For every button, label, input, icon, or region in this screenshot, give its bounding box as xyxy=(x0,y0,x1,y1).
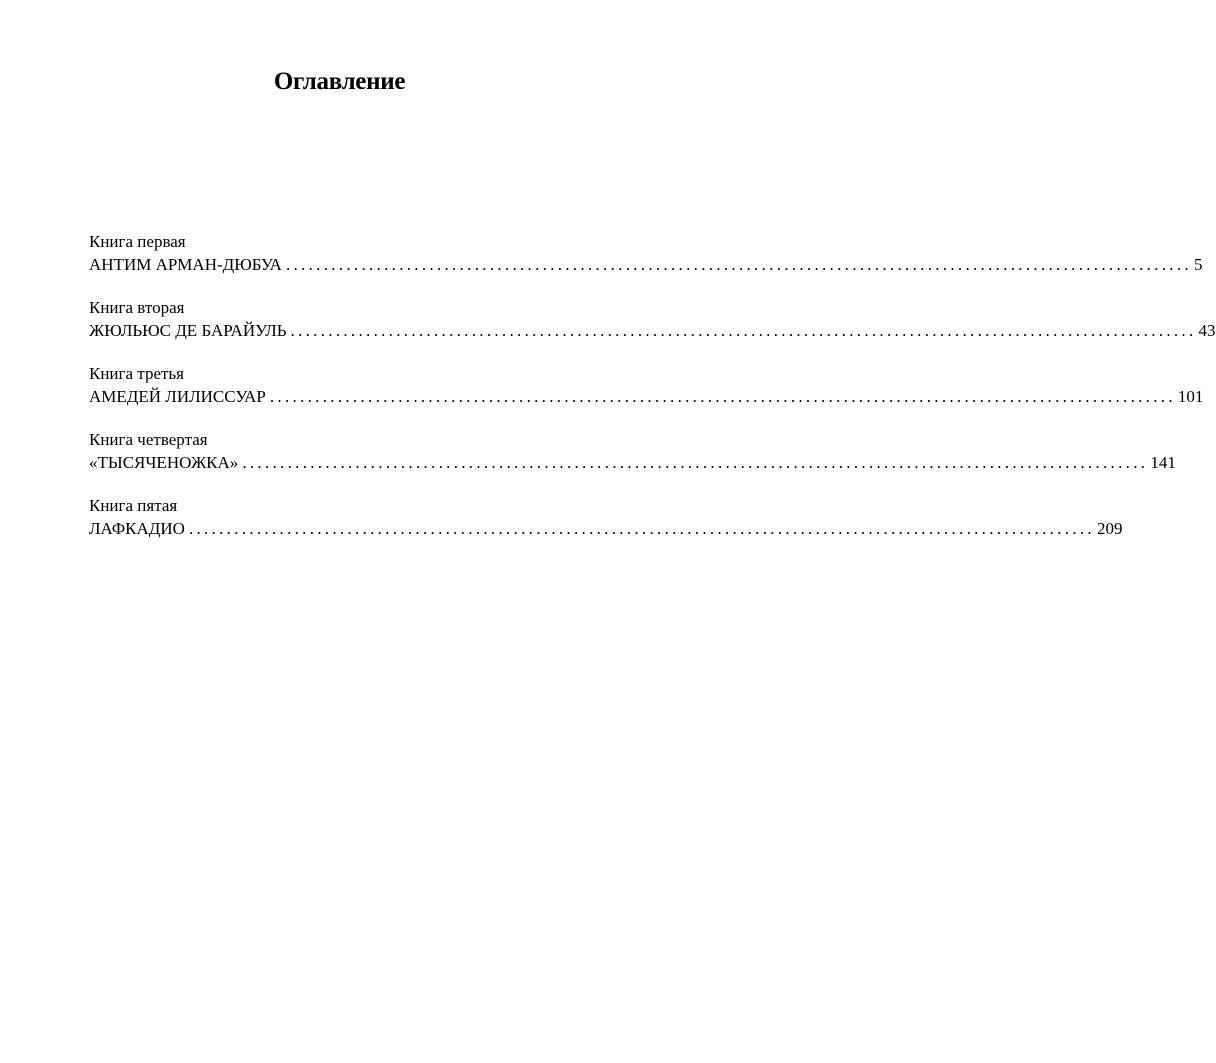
dot-leader: ........................................................................................................................ xyxy=(269,387,1176,406)
toc-line[interactable] xyxy=(89,385,1204,409)
table-of-contents xyxy=(89,230,1216,560)
book-label: Книга пятая xyxy=(89,496,178,515)
toc-entry-5 xyxy=(89,494,1123,541)
chapter-title: «ТЫСЯЧЕНОЖКА» xyxy=(89,453,239,472)
toc-entry-2 xyxy=(89,296,1216,343)
toc-line[interactable] xyxy=(89,517,1123,541)
book-label: Книга четвертая xyxy=(89,430,208,449)
book-label: Книга первая xyxy=(89,232,186,251)
page-title: Оглавление xyxy=(273,68,406,95)
toc-entry-4 xyxy=(89,428,1176,475)
chapter-title: ЖЮЛЬЮС ДЕ БАРАЙУЛЬ xyxy=(89,321,287,340)
toc-entry-1 xyxy=(89,230,1203,277)
toc-line[interactable] xyxy=(89,451,1176,475)
page-number: 141 xyxy=(1150,453,1176,472)
dot-leader: ........................................................................................................................ xyxy=(285,255,1192,274)
chapter-title: АМЕДЕЙ ЛИЛИССУАР xyxy=(89,387,266,406)
chapter-title: АНТИМ АРМАН-ДЮБУА xyxy=(89,255,282,274)
book-label: Книга третья xyxy=(89,364,184,383)
book-label: Книга вторая xyxy=(89,298,185,317)
page-number: 43 xyxy=(1198,321,1216,340)
dot-leader: ........................................................................................................................ xyxy=(290,321,1197,340)
chapter-title: ЛАФКАДИО xyxy=(89,519,185,538)
page-number: 209 xyxy=(1096,519,1123,538)
dot-leader: ........................................................................................................................ xyxy=(242,453,1149,472)
page-number: 101 xyxy=(1177,387,1204,406)
toc-entry-3 xyxy=(89,362,1204,409)
toc-line[interactable] xyxy=(89,253,1203,277)
dot-leader: ........................................................................................................................ xyxy=(188,519,1095,538)
toc-line[interactable] xyxy=(89,319,1216,343)
page-number: 5 xyxy=(1193,255,1203,274)
